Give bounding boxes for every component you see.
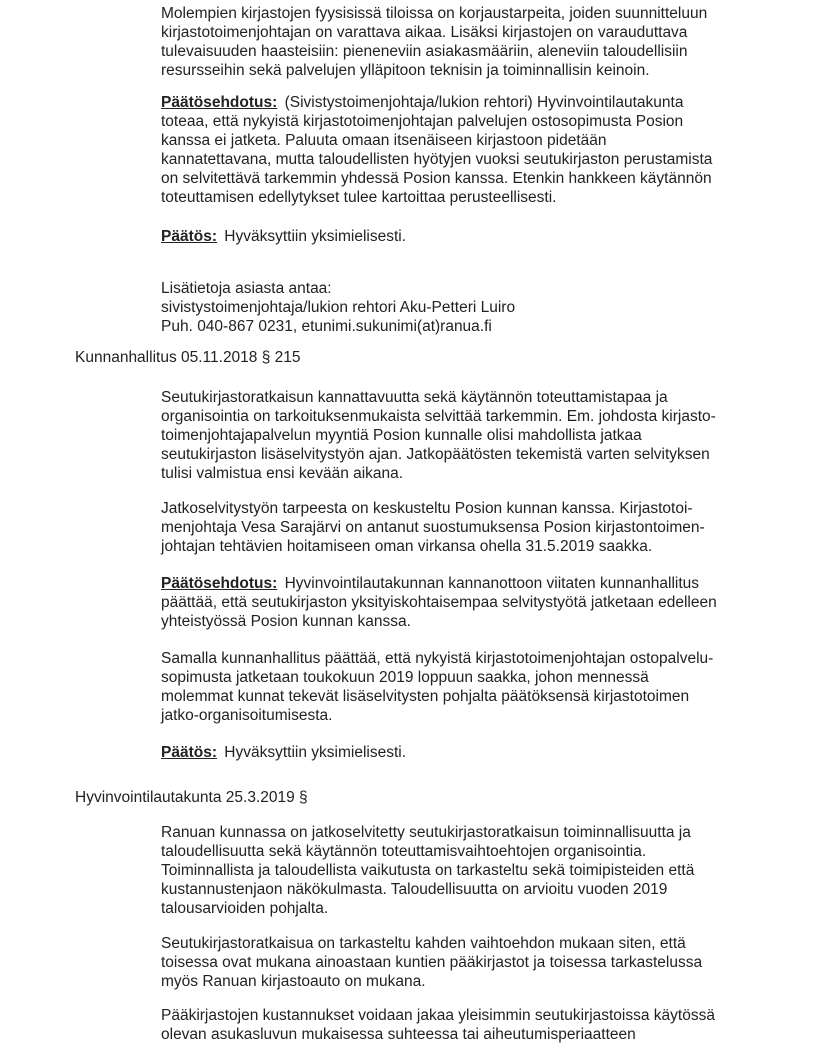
text-line: Seutukirjastoratkaisua on tarkasteltu kahden vaihtoehdon mukaan siten, että <box>161 935 686 952</box>
decision-proposal-label: Päätösehdotus: <box>161 94 278 111</box>
text-line: on selvitettävä tarkemmin yhdessä Posion kanssa. Etenkin hankkeen käytännön <box>161 170 712 187</box>
paragraph-decision-proposal <box>161 93 786 207</box>
section-header-hyvinvointilautakunta: Hyvinvointilautakunta 25.3.2019 § <box>75 789 308 806</box>
text-line: myös Ranuan kirjastoauto on mukana. <box>161 973 426 990</box>
decision-proposal-label: Päätösehdotus: <box>161 575 278 592</box>
text-line: Molempien kirjastojen fyysisissä tiloissa on korjaustarpeita, joiden suunnitteluun <box>161 5 708 22</box>
paragraph-cut-off-at-page-bottom <box>161 1006 786 1044</box>
section-hyvinvointilautakunta-body <box>161 823 786 1044</box>
text-line: johtajan tehtävien hoitamiseen oman virkansa ohella 31.5.2019 saakka. <box>161 538 653 555</box>
text-line <box>161 743 786 762</box>
paragraph <box>161 649 786 725</box>
text-line <box>161 574 786 593</box>
text-line: tulisi valmistua ensi kevään aikana. <box>161 465 404 482</box>
text-line: olevan asukasluvun mukaisessa suhteessa tai aiheutumisperiaatteen <box>161 1026 636 1043</box>
text-line: toisessa ovat mukana ainoastaan kuntien pääkirjastot ja toisessa tarkastelussa <box>161 954 703 971</box>
text-line: sivistystoimenjohtaja/lukion rehtori Aku-Petteri Luiro <box>161 299 516 316</box>
text-run: Hyväksyttiin yksimielisesti. <box>220 228 407 245</box>
text-line: molemmat kunnat tekevät lisäselvitysten pohjalta päätöksensä kirjastotoimen <box>161 688 690 705</box>
text-line: Ranuan kunnassa on jatkoselvitetty seutukirjastoratkaisun toiminnallisuutta ja <box>161 824 691 841</box>
decision-label: Päätös: <box>161 744 217 761</box>
section-continuation <box>161 4 786 336</box>
paragraph-decision-proposal <box>161 574 786 631</box>
text-line: päättää, että seutukirjaston yksityiskohtaisempaa selvitystyötä jatketaan edelleen <box>161 594 717 611</box>
text-line: resursseihin sekä palvelujen ylläpitoon teknisin ja toiminnallisin keinoin. <box>161 62 650 79</box>
text-line: toteaa, että nykyistä kirjastotoimenjohtajan palvelujen ostosopimusta Posion <box>161 113 684 130</box>
text-line: kustannustenjaon näkökulmasta. Taloudellisuutta on arvioitu vuoden 2019 <box>161 881 668 898</box>
text-line: toimenjohtajapalvelun myyntiä Posion kunnalle olisi mahdollista jatkaa <box>161 427 642 444</box>
text-run: (Sivistystoimenjohtaja/lukion rehtori) Hyvinvointilautakunta <box>280 94 684 111</box>
paragraph-decision <box>161 743 786 762</box>
text-line: tulevaisuuden haasteisiin: pieneneviin asiakasmääriin, aleneviin taloudellisiin <box>161 43 688 60</box>
text-line: kannatettavana, mutta taloudellisten hyötyjen vuoksi seutukirjaston perustamista <box>161 151 713 168</box>
text-line: Toiminnallista ja taloudellista vaikutusta on tarkasteltu sekä toimipisteiden että <box>161 862 695 879</box>
text-line <box>161 227 786 246</box>
text-line: kirjastotoimenjohtajan on varattava aikaa. Lisäksi kirjastojen on varauduttava <box>161 24 688 41</box>
text-line: Jatkoselvitystyön tarpeesta on keskusteltu Posion kunnan kanssa. Kirjastotoi- <box>161 500 693 517</box>
paragraph-decision <box>161 227 786 246</box>
text-run: Hyvinvointilautakunnan kannanottoon viitaten kunnanhallitus <box>280 575 700 592</box>
text-line: Samalla kunnanhallitus päättää, että nykyistä kirjastotoimenjohtajan ostopalvelu- <box>161 650 714 667</box>
text-line: sopimusta jatketaan toukokuun 2019 loppuun saakka, johon mennessä <box>161 669 649 686</box>
text-line: jatko-organisoitumisesta. <box>161 707 333 724</box>
text-line: Seutukirjastoratkaisun kannattavuutta sekä käytännön toteuttamistapaa ja <box>161 389 668 406</box>
text-line: menjohtaja Vesa Sarajärvi on antanut suostumuksensa Posion kirjastontoimen- <box>161 519 705 536</box>
section-header-kunnanhallitus: Kunnanhallitus 05.11.2018 § 215 <box>75 349 301 366</box>
text-run: Hyväksyttiin yksimielisesti. <box>220 744 407 761</box>
text-line <box>161 93 786 112</box>
text-line: Pääkirjastojen kustannukset voidaan jakaa yleisimmin seutukirjastoissa käytössä <box>161 1007 715 1024</box>
text-line: taloudellisuutta sekä käytännön toteuttamisvaihtoehtojen organisointia. <box>161 843 647 860</box>
text-line: talousarvioiden pohjalta. <box>161 900 329 917</box>
text-line: yhteistyössä Posion kunnan kanssa. <box>161 613 411 630</box>
paragraph <box>161 388 786 483</box>
text-line: kanssa ei jatketa. Paluuta omaan itsenäiseen kirjastoon pidetään <box>161 132 607 149</box>
text-line: Puh. 040-867 0231, etunimi.sukunimi(at)ranua.fi <box>161 318 492 335</box>
text-line: seutukirjaston lisäselvitystyön ajan. Jatkopäätösten tekemistä varten selvityksen <box>161 446 710 463</box>
section-kunnanhallitus-body <box>161 388 786 762</box>
text-line: organisointia on tarkoituksenmukaista selvittää tarkemmin. Em. johdosta kirjasto- <box>161 408 716 425</box>
paragraph <box>161 4 786 80</box>
paragraph <box>161 499 786 556</box>
paragraph <box>161 823 786 918</box>
text-line: Lisätietoja asiasta antaa: <box>161 280 332 297</box>
text-line: toteuttamisen edellytykset tulee kartoittaa perusteellisesti. <box>161 189 557 206</box>
decision-label: Päätös: <box>161 228 217 245</box>
paragraph-contact-info <box>161 279 786 336</box>
paragraph <box>161 934 786 991</box>
